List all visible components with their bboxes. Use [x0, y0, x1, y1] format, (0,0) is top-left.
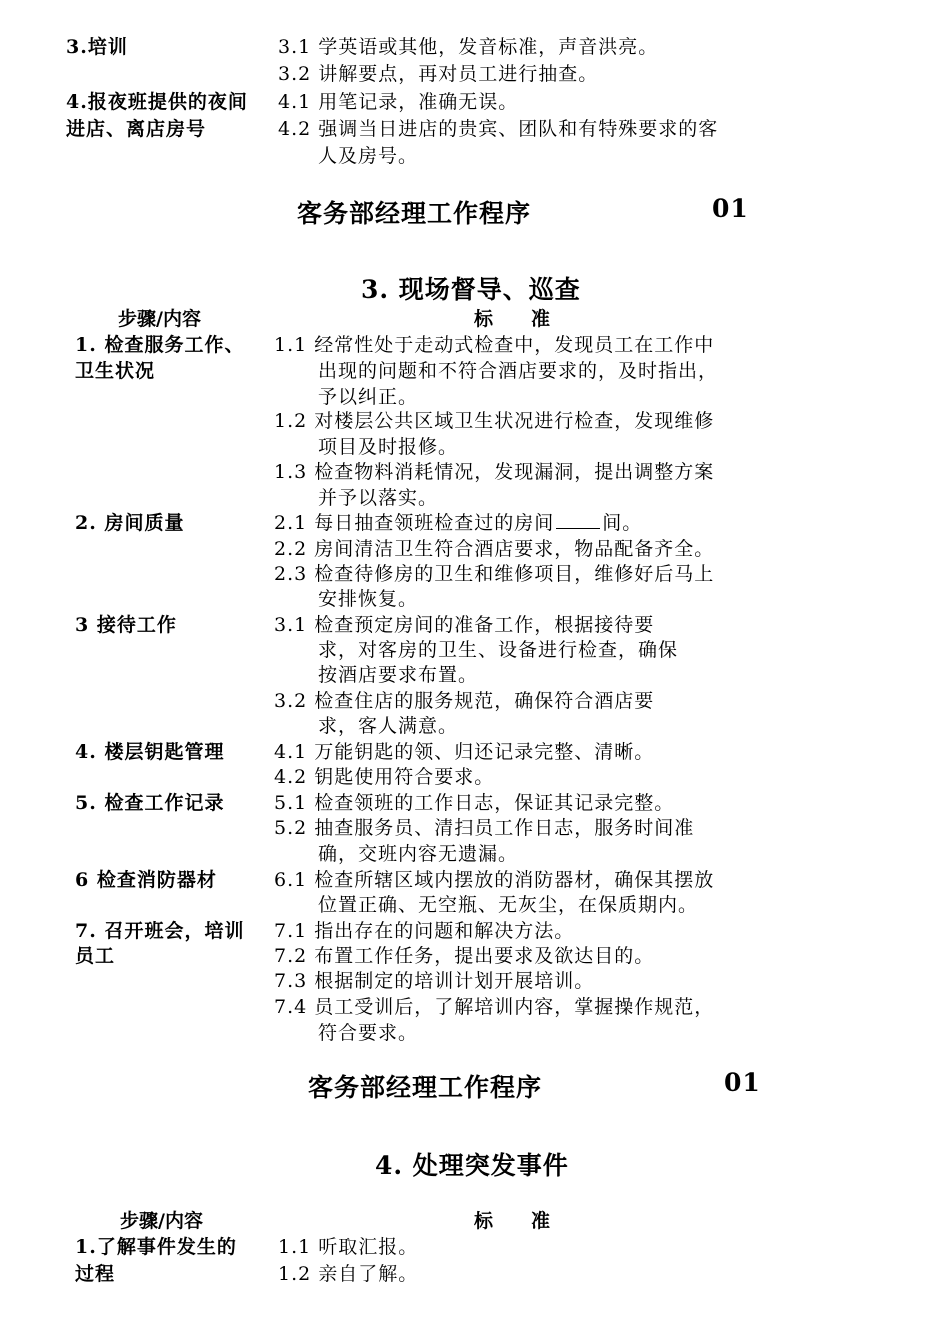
step-5-records: 5. 检查工作记录 [75, 792, 225, 814]
standard-5-2-cont: 确，交班内容无遗漏。 [318, 843, 519, 865]
standard-1-3: 1.3 检查物料消耗情况，发现漏洞，提出调整方案 [274, 461, 715, 483]
doc-header-number: 01 [712, 194, 749, 223]
standard-4-2: 4.2 钥匙使用符合要求。 [274, 766, 495, 788]
step-4-report-line1: 4.报夜班提供的夜间 [66, 91, 248, 113]
step-1-inspect-cont: 卫生状况 [75, 360, 156, 382]
standard-4-2-cont: 人及房号。 [318, 145, 419, 167]
standard-2-1-unit: 间。 [602, 512, 643, 534]
standard-6-1-cont: 位置正确、无空瓶、无灰尘，在保质期内。 [318, 894, 699, 916]
standard-2-2: 2.2 房间清洁卫生符合酒店要求，物品配备齐全。 [274, 538, 715, 560]
standard-5-2: 5.2 抽查服务员、清扫员工作日志，服务时间准 [274, 817, 695, 839]
standard-6-1: 6.1 检查所辖区域内摆放的消防器材，确保其摆放 [274, 869, 715, 891]
standard-1-2: 1.2 亲自了解。 [278, 1263, 419, 1285]
standard-2-1 [274, 510, 642, 536]
standard-1-1-cont2: 予以纠正。 [318, 386, 419, 408]
column-header-standard: 标 准 [474, 308, 551, 330]
doc-header-title: 客务部经理工作程序 [297, 199, 532, 228]
column-header-step: 步骤/内容 [118, 308, 201, 330]
doc-header-title: 客务部经理工作程序 [308, 1073, 543, 1102]
standard-4-2: 4.2 强调当日进店的贵宾、团队和有特殊要求的客 [278, 118, 719, 140]
standard-3-1-cont1: 求，对客房的卫生、设备进行检查，确保 [318, 639, 679, 661]
standard-1-2-cont: 项目及时报修。 [318, 436, 459, 458]
standard-3-1-cont2: 按酒店要求布置。 [318, 664, 479, 686]
step-2-room-quality: 2. 房间质量 [75, 512, 185, 534]
standard-2-3-cont: 安排恢复。 [318, 588, 419, 610]
section-title: 4. 处理突发事件 [375, 1151, 569, 1180]
column-header-step: 步骤/内容 [120, 1210, 203, 1232]
standard-1-1-cont1: 出现的问题和不符合酒店要求的，及时指出， [318, 360, 719, 382]
standard-7-4: 7.4 员工受训后，了解培训内容，掌握操作规范， [274, 996, 715, 1018]
standard-3-2: 3.2 检查住店的服务规范，确保符合酒店要 [274, 690, 655, 712]
step-6-fire-equipment: 6 检查消防器材 [75, 869, 217, 891]
standard-7-4-cont: 符合要求。 [318, 1022, 419, 1044]
step-1-understand-cont: 过程 [75, 1263, 116, 1285]
step-3-training: 3.培训 [66, 36, 128, 58]
step-3-reception: 3 接待工作 [75, 614, 177, 636]
section-title: 3. 现场督导、巡查 [361, 275, 581, 304]
standard-4-1: 4.1 用笔记录，准确无误。 [278, 91, 519, 113]
standard-7-1: 7.1 指出存在的问题和解决方法。 [274, 920, 575, 942]
standard-3-2: 3.2 讲解要点，再对员工进行抽查。 [278, 63, 599, 85]
step-1-understand: 1.了解事件发生的 [75, 1236, 237, 1258]
standard-2-1-text: 2.1 每日抽查领班检查过的房间 [274, 512, 555, 534]
column-header-standard: 标 准 [474, 1210, 551, 1232]
standard-4-1: 4.1 万能钥匙的领、归还记录完整、清晰。 [274, 741, 655, 763]
standard-1-1: 1.1 听取汇报。 [278, 1236, 419, 1258]
standard-5-1: 5.1 检查领班的工作日志，保证其记录完整。 [274, 792, 675, 814]
standard-3-1: 3.1 检查预定房间的准备工作，根据接待要 [274, 614, 655, 636]
standard-1-3-cont: 并予以落实。 [318, 487, 439, 509]
standard-2-3: 2.3 检查待修房的卫生和维修项目，维修好后马上 [274, 563, 715, 585]
standard-7-3: 7.3 根据制定的培训计划开展培训。 [274, 970, 595, 992]
step-4-keys: 4. 楼层钥匙管理 [75, 741, 225, 763]
standard-1-1: 1.1 经常性处于走动式检查中，发现员工在工作中 [274, 334, 715, 356]
standard-7-2: 7.2 布置工作任务，提出要求及欲达目的。 [274, 945, 655, 967]
step-7-meeting-cont: 员工 [75, 945, 116, 967]
step-4-report-line2: 进店、离店房号 [66, 118, 207, 140]
doc-header-number: 01 [724, 1068, 761, 1097]
standard-1-2: 1.2 对楼层公共区域卫生状况进行检查，发现维修 [274, 410, 715, 432]
step-1-inspect: 1. 检查服务工作、 [75, 334, 245, 356]
fill-in-blank [556, 510, 600, 529]
standard-3-2-cont: 求，客人满意。 [318, 715, 459, 737]
step-7-meeting: 7. 召开班会，培训 [75, 920, 245, 942]
standard-3-1: 3.1 学英语或其他，发音标准，声音洪亮。 [278, 36, 659, 58]
